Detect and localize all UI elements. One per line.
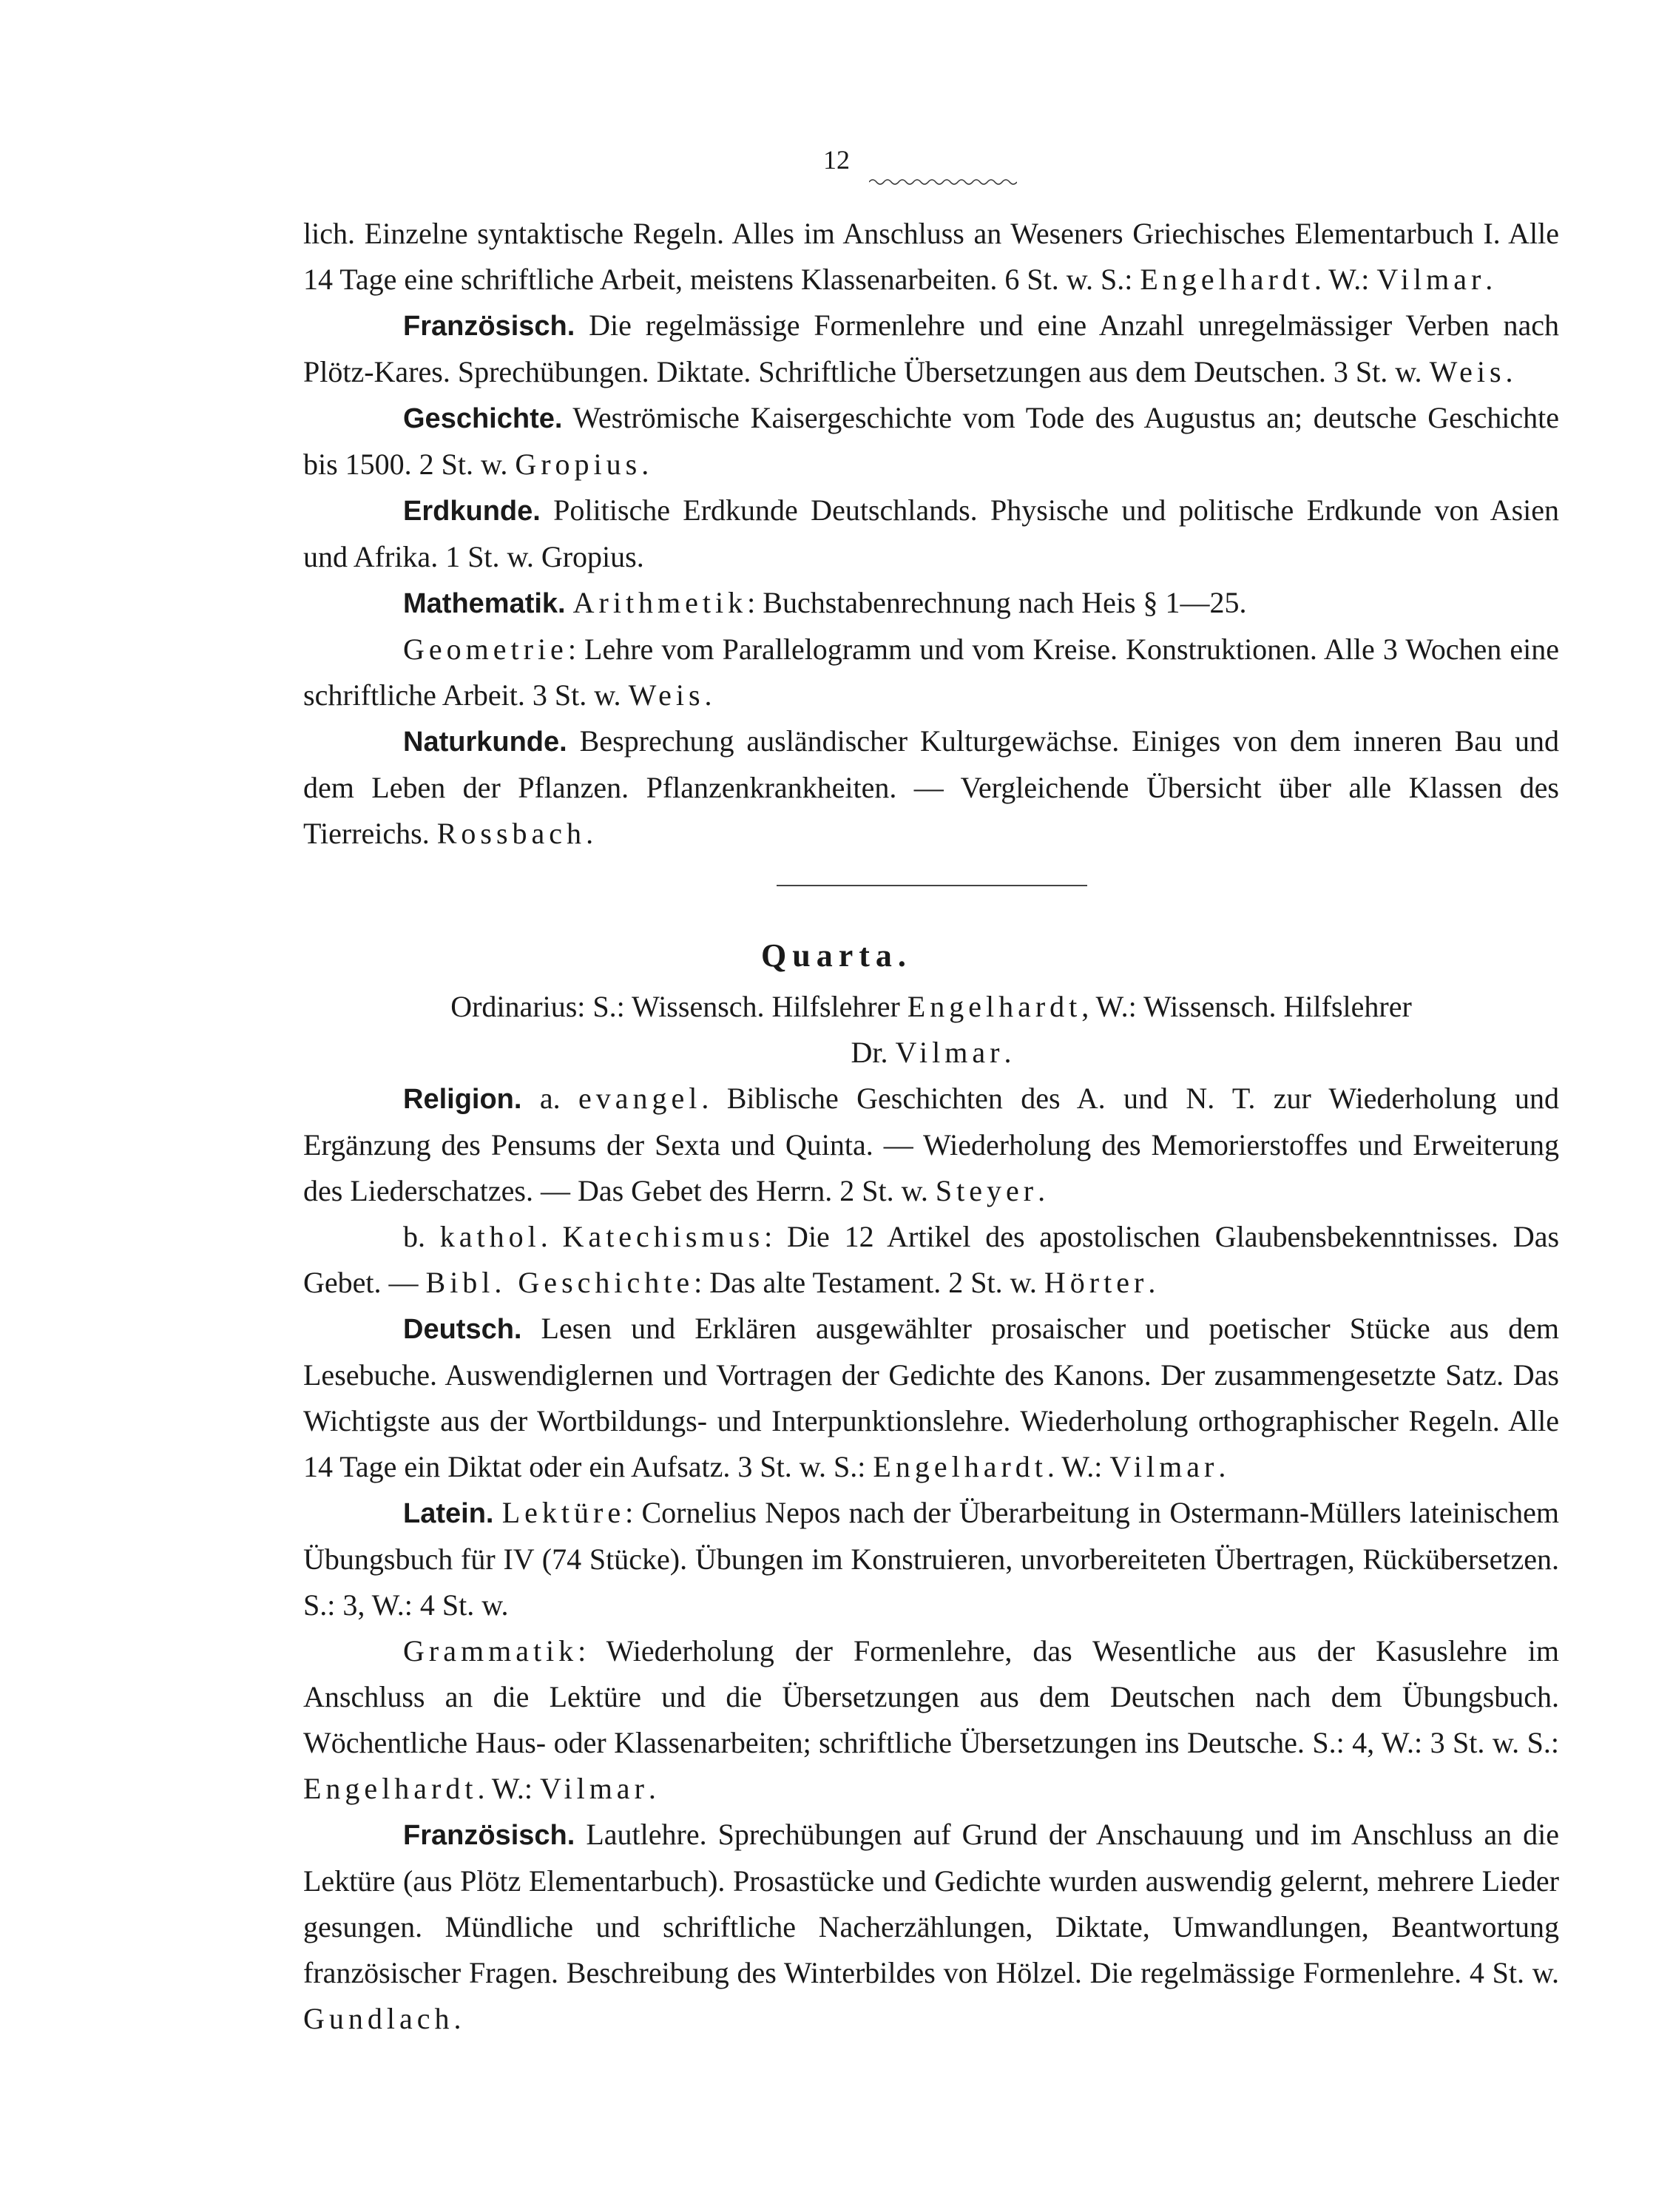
teacher-name: Engelhardt bbox=[907, 990, 1082, 1023]
text: : Wiederholung der Formenlehre, das Wesentliche aus der Kasuslehre im Anschluss an die Lektüre und die Übersetzungen aus dem Deutschen nach dem Übungsbuch. Wöchentliche Haus- oder Klassenarbeiten; schriftliche Übersetzungen ins Deutsche. S.: 4, W.: 3 St. w. S.: bbox=[303, 1634, 1559, 1759]
paragraph-deutsch bbox=[303, 1306, 1559, 1490]
teacher-name: Engelhardt bbox=[873, 1450, 1047, 1483]
text: . bbox=[1485, 263, 1493, 296]
text: a. bbox=[521, 1082, 578, 1115]
text: . bbox=[641, 448, 649, 481]
paragraph-geschichte bbox=[303, 395, 1559, 488]
paragraph-mathematik bbox=[303, 580, 1559, 627]
subject-heading: Geschichte. bbox=[403, 403, 563, 434]
text: Politische Erdkunde Deutschlands. Physische und politische Erdkunde von Asien und Afrika. 1 St. w. Gropius. bbox=[303, 493, 1559, 573]
teacher-name: Vilmar bbox=[539, 1772, 649, 1805]
subject-heading: Religion. bbox=[403, 1084, 522, 1115]
paragraph-grammatik bbox=[303, 1628, 1559, 1812]
subject-heading: Deutsch. bbox=[403, 1314, 522, 1345]
paragraph-franzoesisch-quarta bbox=[303, 1812, 1559, 2042]
teacher-name: Steyer bbox=[935, 1174, 1038, 1207]
text: . bbox=[1505, 355, 1513, 388]
text: . bbox=[540, 1220, 563, 1253]
teacher-name: Rossbach bbox=[436, 817, 587, 850]
subject-heading: Erdkunde. bbox=[403, 496, 541, 527]
text: Besprechung ausländischer Kulturgewächse. Einiges von dem inneren Bau und dem Leben der Pflanzen. Pflanzenkrankheiten. — Vergleichende Übersicht über alle Klassen des Tierreichs. bbox=[303, 724, 1559, 850]
text: . Biblische Geschichten des A. und N. T. zur Wiederholung und Ergänzung des Pensums der Sexta und Quinta. — Wiederholung des Memorierstoffes und Erweiterung des Liederschatzes. — Das Gebet des Herrn. 2 St. w. bbox=[303, 1082, 1559, 1207]
topic-label: Geometrie bbox=[403, 633, 568, 666]
text: . bbox=[704, 678, 712, 712]
text: : Das alte Testament. 2 St. w. bbox=[694, 1266, 1044, 1299]
paragraph-griechisch bbox=[303, 211, 1559, 303]
teacher-name: Weis bbox=[1429, 355, 1506, 388]
topic-label: kathol bbox=[439, 1220, 541, 1253]
ordinarius-line-2 bbox=[303, 1030, 1559, 1076]
subject-heading: Französisch. bbox=[403, 311, 575, 342]
teacher-name: Engelhardt bbox=[1140, 263, 1314, 296]
paragraph-religion-kathol bbox=[303, 1214, 1559, 1306]
topic-label: Grammatik bbox=[403, 1634, 578, 1668]
text: b. bbox=[403, 1220, 440, 1253]
text: : Die 12 Artikel des apostolischen Glaubensbekenntnisses. Das Gebet. — bbox=[303, 1220, 1560, 1299]
text: lich. Einzelne syntaktische Regeln. Alles im Anschluss an Weseners Griechisches Elementarbuch I. Alle 14 Tage eine schriftliche Arbeit, meistens Klassenarbeiten. 6 St. w. S.: bbox=[303, 217, 1559, 296]
teacher-name: Vilmar bbox=[895, 1036, 1004, 1069]
teacher-name: Gropius bbox=[515, 448, 642, 481]
subject-heading: Mathematik. bbox=[403, 588, 566, 619]
topic-label: Arithmetik bbox=[572, 586, 748, 619]
text: , W.: Wissensch. Hilfslehrer bbox=[1081, 990, 1412, 1023]
text: : Lehre vom Parallelogramm und vom Kreise. Konstruktionen. Alle 3 Wochen eine schriftliche Arbeit. 3 St. w. bbox=[303, 633, 1559, 712]
topic-label: evangel bbox=[578, 1082, 702, 1115]
teacher-name: Gundlach bbox=[303, 2002, 454, 2035]
paragraph-religion-evangel bbox=[303, 1076, 1559, 1214]
text: Weströmische Kaisergeschichte vom Tode des Augustus an; deutsche Geschichte bis 1500. 2 St. w. bbox=[303, 401, 1559, 481]
teacher-name: Engelhardt bbox=[303, 1772, 478, 1805]
text: . W.: bbox=[1314, 263, 1377, 296]
text: Die regelmässige Formenlehre und eine Anzahl unregelmässiger Verben nach Plötz-Kares. Sprechübungen. Diktate. Schriftliche Übersetzungen aus dem Deutschen. 3 St. w. bbox=[303, 308, 1559, 388]
text: Dr. bbox=[851, 1036, 896, 1069]
text: . bbox=[586, 817, 594, 850]
paragraph-naturkunde bbox=[303, 718, 1559, 857]
text: Ordinarius: S.: Wissensch. Hilfslehrer bbox=[450, 990, 908, 1023]
text: . bbox=[1038, 1174, 1046, 1207]
subject-heading: Latein. bbox=[403, 1498, 494, 1529]
quarta-section bbox=[303, 984, 1559, 2042]
page-number-ornament bbox=[869, 178, 1017, 186]
text: . bbox=[1218, 1450, 1226, 1483]
text: : Cornelius Nepos nach der Überarbeitung in Ostermann-Müllers lateinischem Übungsbuch für IV (74 Stücke). Übungen im Konstruieren, unvorbereiteten Übertragen, Rückübersetzen. S.: 3, W.: 4 St. w. bbox=[303, 1496, 1559, 1622]
top-section bbox=[303, 211, 1559, 857]
text: . bbox=[648, 1772, 656, 1805]
text: . bbox=[453, 2002, 462, 2035]
ordinarius-line bbox=[303, 984, 1559, 1030]
teacher-name: Hörter bbox=[1044, 1266, 1149, 1299]
text: Lautlehre. Sprechübungen auf Grund der Anschauung und im Anschluss an die Lektüre (aus Plötz Elementarbuch). Prosastücke und Gedichte wurden auswendig gelernt, mehrere Lieder gesungen. Mündliche und schriftliche Nacherzählungen, Diktate, Umwandlungen, Beantwortung französischer Fragen. Beschreibung des Winterbildes von Hölzel. Die regelmässige Formenlehre. 4 St. w. bbox=[303, 1818, 1559, 1989]
paragraph-franzoesisch bbox=[303, 303, 1559, 395]
text: . W.: bbox=[1047, 1450, 1110, 1483]
teacher-name: Vilmar bbox=[1109, 1450, 1219, 1483]
text: . W.: bbox=[477, 1772, 540, 1805]
paragraph-geometrie bbox=[303, 627, 1559, 718]
text: : Buchstabenrechnung nach Heis § 1—25. bbox=[747, 586, 1247, 619]
text: . bbox=[1004, 1036, 1012, 1069]
teacher-name: Vilmar bbox=[1376, 263, 1486, 296]
section-divider bbox=[777, 885, 1087, 886]
topic-label: Katechismus bbox=[562, 1220, 765, 1253]
paragraph-erdkunde bbox=[303, 488, 1559, 580]
topic-label: Lektüre bbox=[501, 1496, 626, 1529]
paragraph-latein bbox=[303, 1490, 1559, 1628]
subject-heading: Französisch. bbox=[403, 1820, 575, 1851]
teacher-name: Weis bbox=[628, 678, 705, 712]
topic-label: Bibl. Geschichte bbox=[425, 1266, 694, 1299]
page-number: 12 bbox=[823, 145, 850, 175]
text: . bbox=[1148, 1266, 1156, 1299]
section-title-quarta: Quarta. bbox=[761, 937, 912, 974]
text: Lesen und Erklären ausgewählter prosaischer und poetischer Stücke aus dem Lesebuche. Auswendiglernen und Vortragen der Gedichte des Kanons. Der zusammengesetzte Satz. Das Wichtigste aus der Wortbildungs- und Interpunktionslehre. Wiederholung orthographischer Regeln. Alle 14 Tage ein Diktat oder ein Aufsatz. 3 St. w. S.: bbox=[303, 1312, 1559, 1483]
subject-heading: Naturkunde. bbox=[403, 726, 567, 758]
